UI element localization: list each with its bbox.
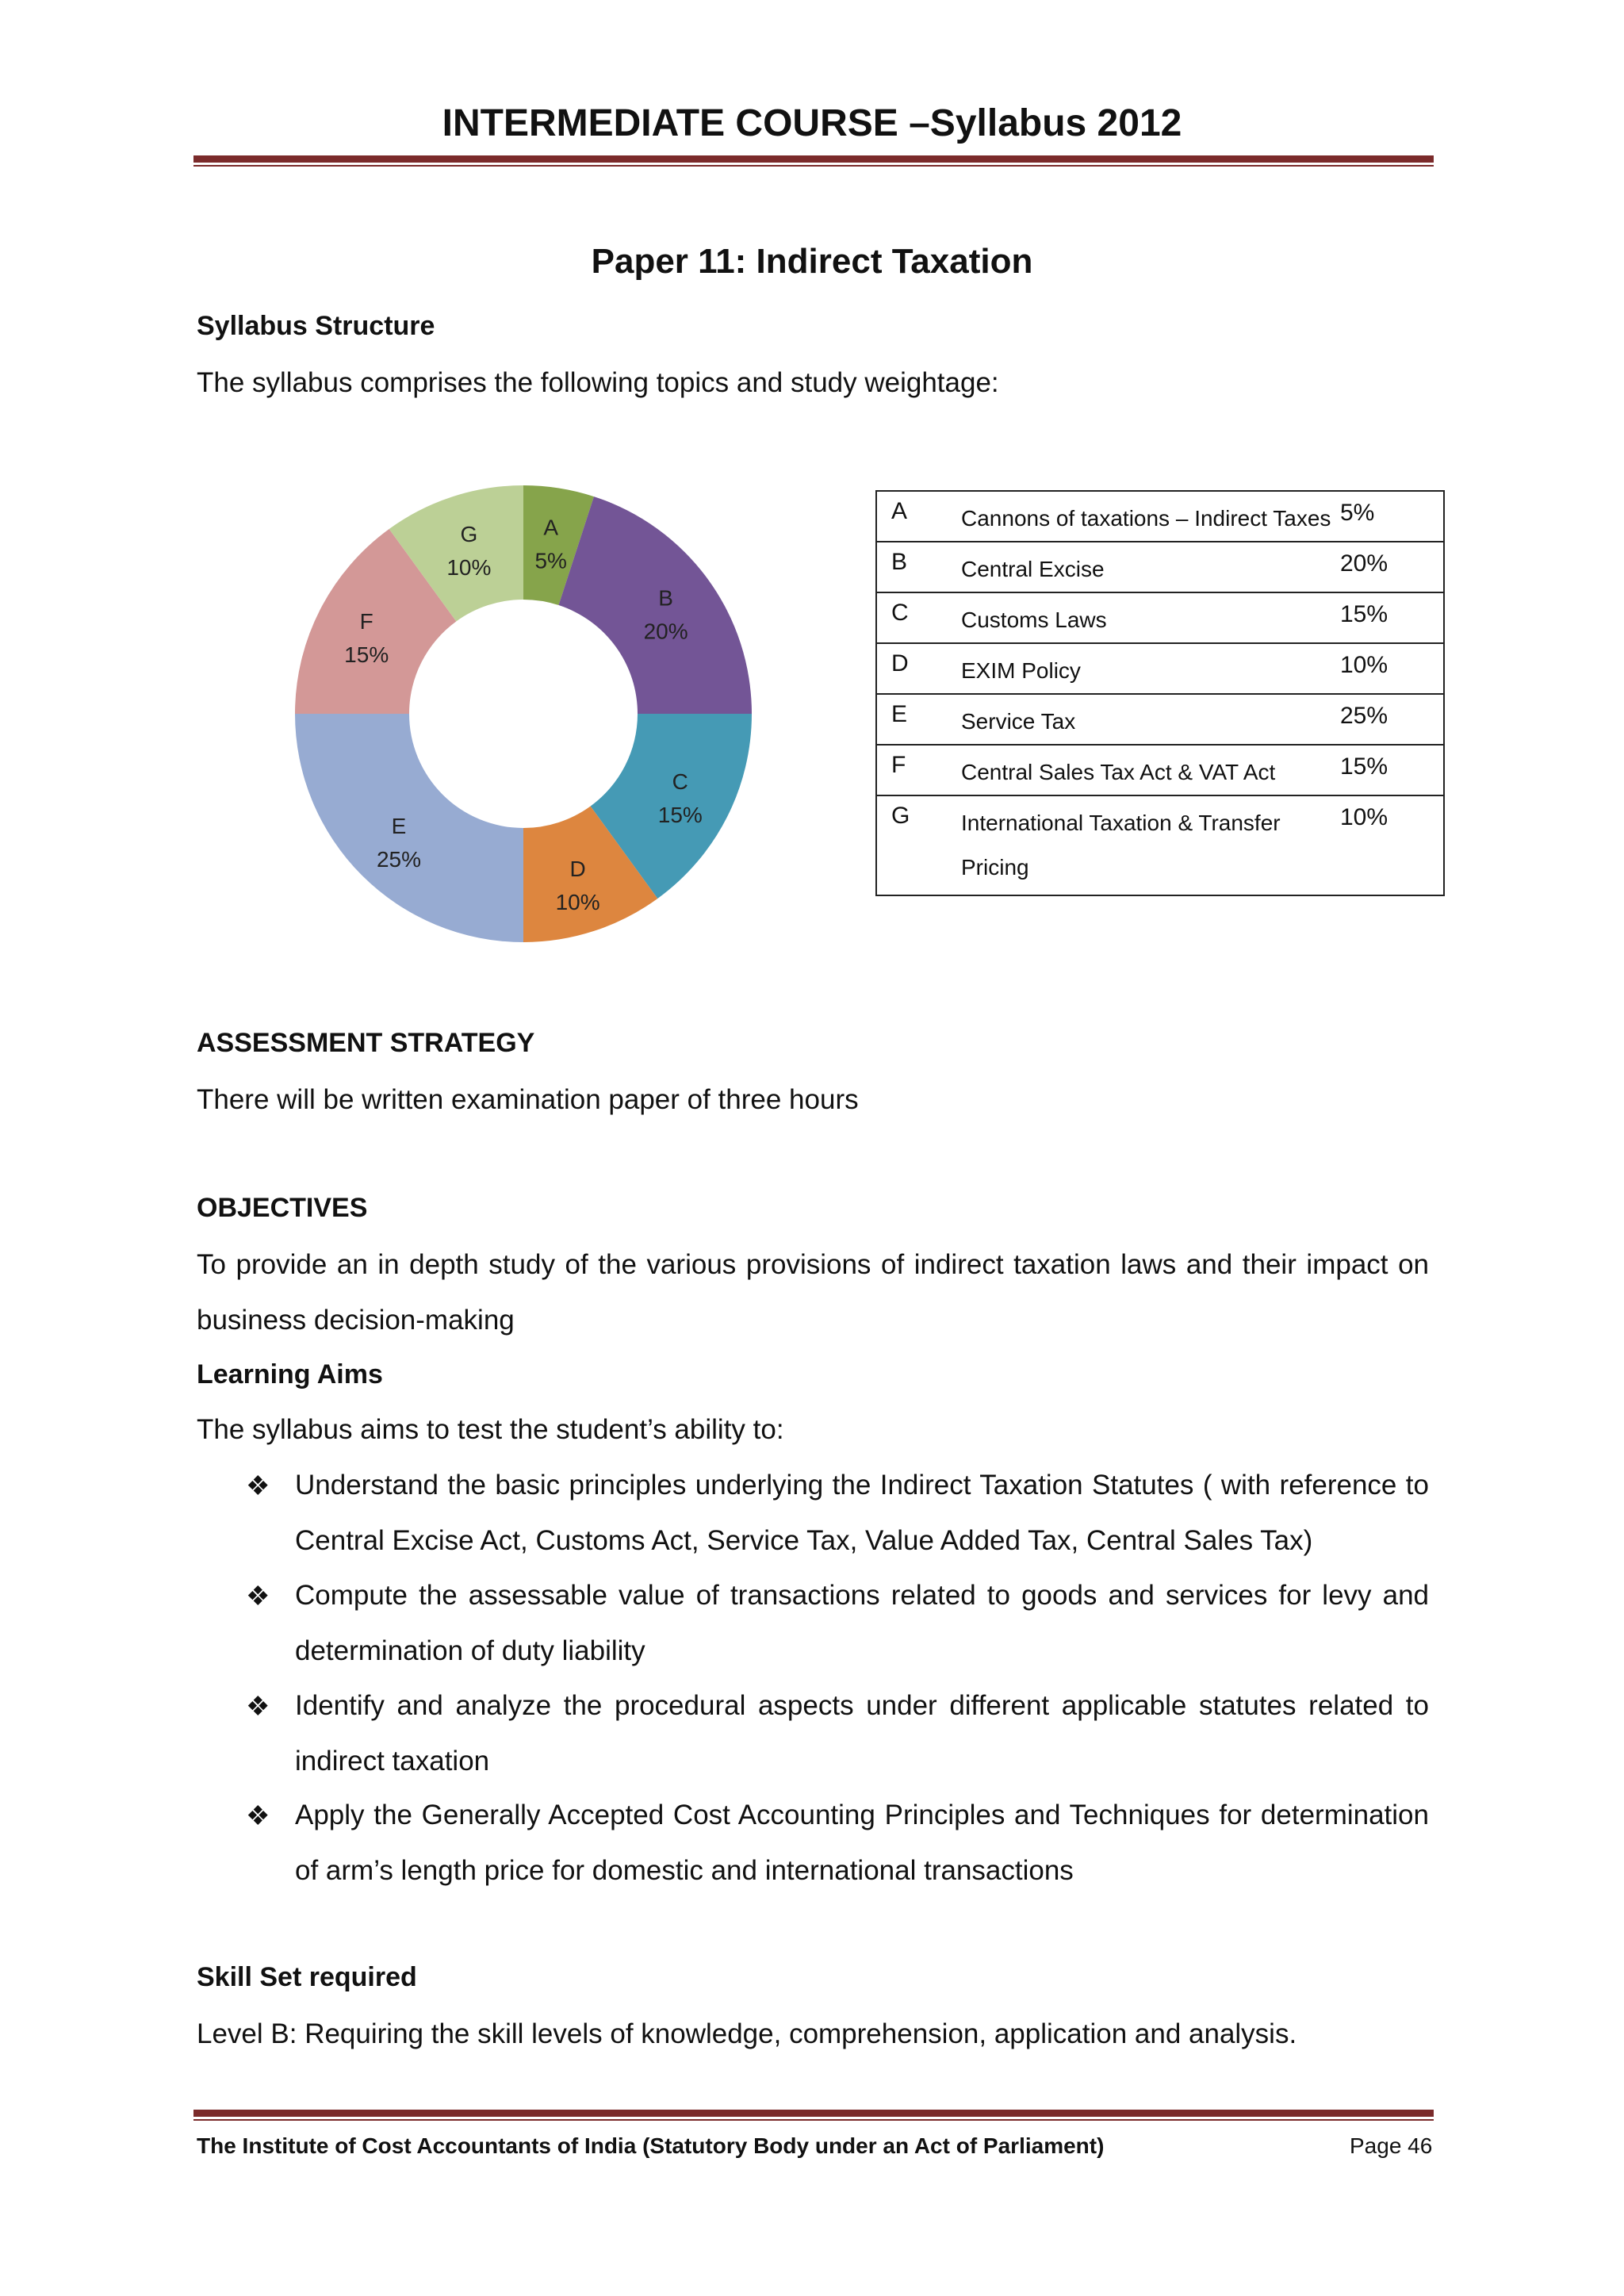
table-row [876, 491, 1444, 542]
paper-title: Paper 11: Indirect Taxation [591, 242, 1033, 281]
topic-weight: 5% [1340, 491, 1444, 542]
header-rule-thin [193, 165, 1434, 167]
header-title: INTERMEDIATE COURSE –Syllabus 2012 [442, 102, 1182, 144]
table-row [876, 694, 1444, 745]
donut-value-e: 25% [376, 846, 422, 872]
donut-slice-b [558, 496, 752, 714]
table-row [876, 592, 1444, 643]
learning-aims-intro: The syllabus aims to test the student’s ability to: [197, 1414, 784, 1445]
topic-letter: G [876, 795, 961, 895]
donut-label-g: G [460, 521, 478, 546]
topic-name: EXIM Policy [961, 643, 1340, 694]
donut-label-b: B [658, 585, 673, 611]
syllabus-structure-heading: Syllabus Structure [197, 311, 435, 341]
header-rule-thick [193, 155, 1434, 163]
footer-institute: The Institute of Cost Accountants of India (Statutory Body under an Act of Parliament) [197, 2133, 1105, 2158]
bullet-icon: ❖ [246, 1692, 270, 1722]
topic-letter: F [876, 745, 961, 795]
learning-aims-heading: Learning Aims [197, 1359, 383, 1389]
topic-name: International Taxation & Transfer Pricing [961, 795, 1340, 895]
topic-name: Customs Laws [961, 592, 1340, 643]
topic-weight: 15% [1340, 592, 1444, 643]
page-number: Page 46 [1350, 2133, 1433, 2158]
donut-value-a: 5% [534, 548, 567, 573]
topic-letter: B [876, 542, 961, 592]
topic-weight: 25% [1340, 694, 1444, 745]
donut-label-d: D [569, 857, 586, 882]
assessment-text: There will be written examination paper of three hours [197, 1084, 859, 1115]
topic-name: Cannons of taxations – Indirect Taxes [961, 491, 1340, 542]
learning-aim-item: Understand the basic principles underlying the Indirect Taxation Statutes ( with reference to Central Excise Act, Customs Act, Service Tax, Value Added Tax, Central Sales Tax) [295, 1470, 1429, 1556]
table-row [876, 542, 1444, 592]
objectives-text: To provide an in depth study of the various provisions of indirect taxation laws and their impact on business decision-making [197, 1249, 1429, 1336]
topic-weight: 20% [1340, 542, 1444, 592]
footer-rule-thick [193, 2110, 1434, 2117]
topics-table [875, 490, 1445, 896]
table-row [876, 795, 1444, 895]
table-row [876, 643, 1444, 694]
assessment-heading: ASSESSMENT STRATEGY [197, 1028, 535, 1058]
topic-name: Central Sales Tax Act & VAT Act [961, 745, 1340, 795]
weightage-donut-chart [278, 468, 769, 960]
donut-label-f: F [359, 609, 373, 634]
donut-value-g: 10% [446, 554, 492, 580]
donut-value-d: 10% [555, 890, 600, 915]
topic-letter: C [876, 592, 961, 643]
skill-set-heading: Skill Set required [197, 1962, 417, 1992]
learning-aim-item: Compute the assessable value of transactions related to goods and services for levy and determination of duty liability [295, 1580, 1429, 1666]
topic-letter: A [876, 491, 961, 542]
bullet-icon: ❖ [246, 1471, 270, 1501]
topic-weight: 15% [1340, 745, 1444, 795]
donut-value-c: 15% [657, 802, 703, 827]
footer-rule-thin [193, 2119, 1434, 2121]
syllabus-structure-intro: The syllabus comprises the following topics and study weightage: [197, 367, 999, 398]
learning-aim-item: Apply the Generally Accepted Cost Accounting Principles and Techniques for determination of arm’s length price for domestic and international transactions [295, 1800, 1429, 1886]
topic-name: Central Excise [961, 542, 1340, 592]
donut-value-b: 20% [643, 619, 688, 644]
bullet-icon: ❖ [246, 1581, 270, 1612]
topic-letter: D [876, 643, 961, 694]
donut-label-e: E [391, 813, 407, 838]
topic-letter: E [876, 694, 961, 745]
donut-label-a: A [543, 515, 559, 540]
topic-weight: 10% [1340, 795, 1444, 895]
table-row [876, 745, 1444, 795]
donut-slice-e [295, 714, 523, 942]
donut-value-f: 15% [344, 642, 389, 668]
topic-weight: 10% [1340, 643, 1444, 694]
topic-name: Service Tax [961, 694, 1340, 745]
objectives-heading: OBJECTIVES [197, 1193, 368, 1223]
bullet-icon: ❖ [246, 1801, 270, 1831]
learning-aim-item: Identify and analyze the procedural aspects under different applicable statutes related to indirect taxation [295, 1690, 1429, 1777]
donut-label-c: C [672, 769, 688, 794]
skill-set-text: Level B: Requiring the skill levels of knowledge, comprehension, application and analysis. [197, 2018, 1297, 2049]
